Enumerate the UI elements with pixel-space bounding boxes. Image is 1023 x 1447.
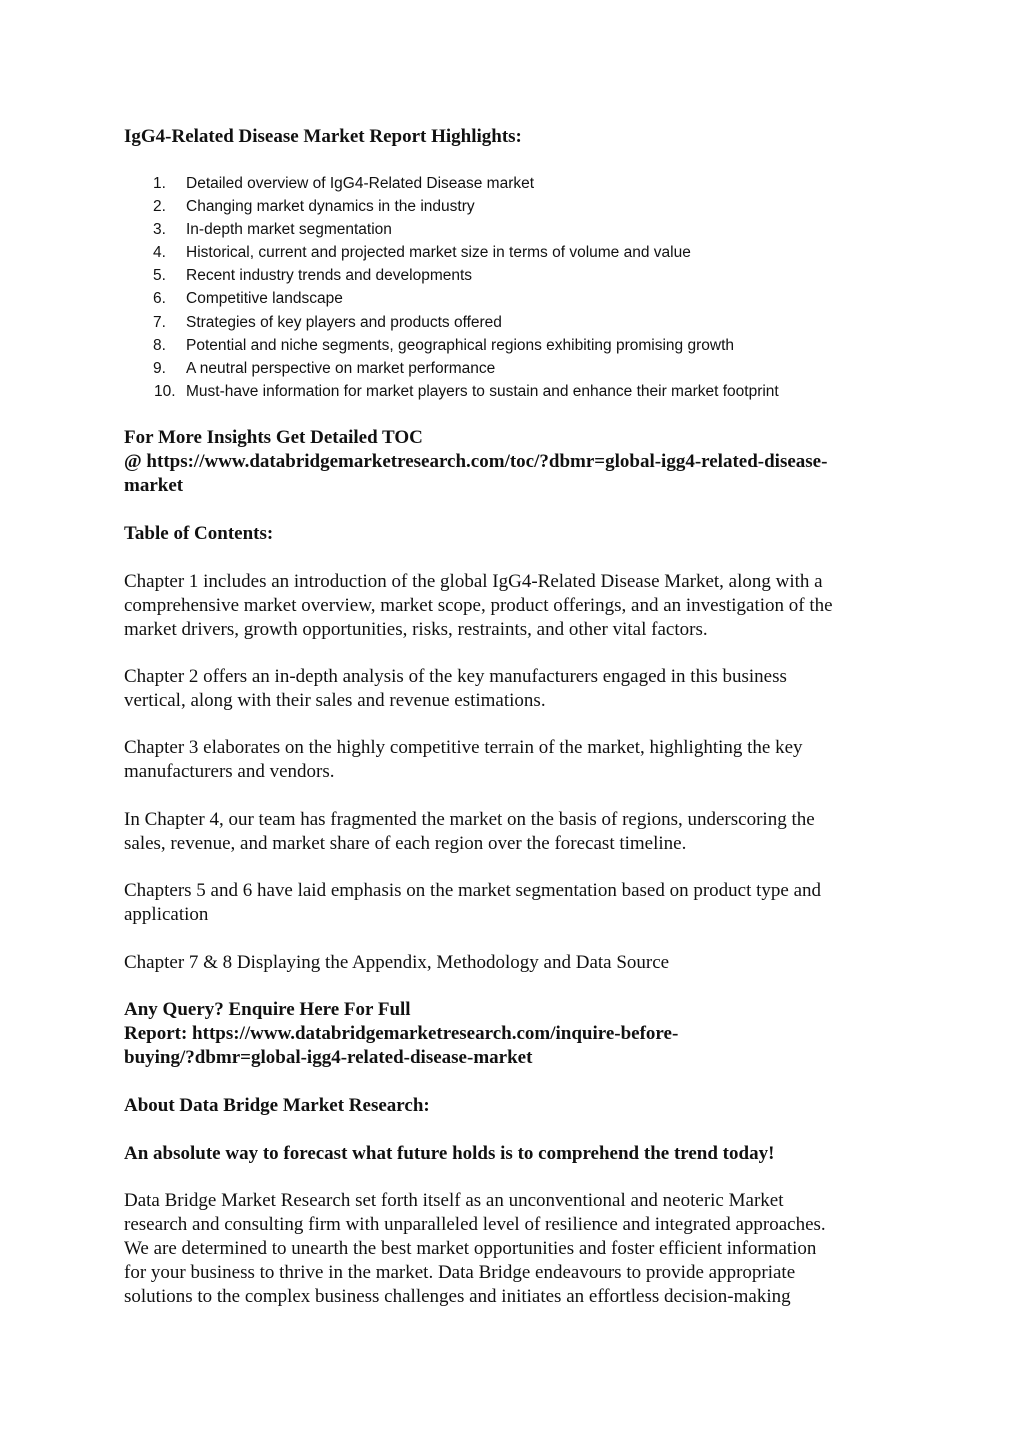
list-item xyxy=(124,287,779,310)
list-item-text: Must-have information for market players to sustain and enhance their market footprint xyxy=(186,382,779,400)
list-number: 3. xyxy=(153,221,166,239)
list-number: 2. xyxy=(153,198,166,216)
list-number: 10. xyxy=(154,382,176,400)
enquiry-section xyxy=(124,998,904,1070)
list-number: 9. xyxy=(153,359,166,377)
enquiry-url[interactable]: Report: https://www.databridgemarketresearch.com/inquire-before- xyxy=(124,1023,679,1044)
paragraph-line: In Chapter 4, our team has fragmented the market on the basis of regions, underscoring the xyxy=(124,809,815,830)
list-item xyxy=(124,380,779,403)
paragraph-line: We are determined to unearth the best market opportunities and foster efficient information xyxy=(124,1238,817,1259)
paragraph-line: Chapters 5 and 6 have laid emphasis on the market segmentation based on product type and xyxy=(124,880,822,901)
enquiry-url-continued[interactable]: buying/?dbmr=global-igg4-related-disease-market xyxy=(124,1047,533,1068)
list-item-text: Competitive landscape xyxy=(186,290,343,308)
paragraph-line: vertical, along with their sales and revenue estimations. xyxy=(124,690,546,711)
list-item-text: Potential and niche segments, geographical regions exhibiting promising growth xyxy=(186,336,734,354)
paragraph-line: Chapter 1 includes an introduction of the global IgG4-Related Disease Market, along with a xyxy=(124,571,823,592)
list-item xyxy=(124,195,779,218)
enquiry-title: Any Query? Enquire Here For Full xyxy=(124,999,411,1020)
list-item-text: In-depth market segmentation xyxy=(186,221,392,239)
list-number: 7. xyxy=(153,313,166,331)
chapter-3-paragraph xyxy=(124,736,904,784)
list-number: 5. xyxy=(153,267,166,285)
paragraph-line: Data Bridge Market Research set forth itself as an unconventional and neoteric Market xyxy=(124,1190,784,1211)
list-item-text: A neutral perspective on market performance xyxy=(186,359,496,377)
paragraph-line: comprehensive market overview, market scope, product offerings, and an investigation of the xyxy=(124,595,833,616)
chapter-7-8-paragraph: Chapter 7 & 8 Displaying the Appendix, Methodology and Data Source xyxy=(124,952,670,973)
highlights-heading: IgG4-Related Disease Market Report Highlights: xyxy=(124,126,522,147)
list-item xyxy=(124,357,779,380)
chapter-1-paragraph xyxy=(124,570,904,642)
paragraph-line: for your business to thrive in the market. Data Bridge endeavours to provide appropriate xyxy=(124,1262,796,1283)
paragraph-line: Chapter 2 offers an in-depth analysis of the key manufacturers engaged in this business xyxy=(124,666,787,687)
list-item-text: Historical, current and projected market size in terms of volume and value xyxy=(186,244,691,262)
paragraph-line: manufacturers and vendors. xyxy=(124,761,335,782)
list-item-text: Changing market dynamics in the industry xyxy=(186,198,475,216)
paragraph-line: solutions to the complex business challenges and initiates an effortless decision-making xyxy=(124,1286,791,1307)
chapter-4-paragraph xyxy=(124,808,904,856)
toc-link-section xyxy=(124,426,904,498)
list-item xyxy=(124,241,779,264)
list-number: 1. xyxy=(153,175,166,192)
toc-heading: Table of Contents: xyxy=(124,523,274,544)
list-item xyxy=(124,311,779,334)
paragraph-line: market drivers, growth opportunities, risks, restraints, and other vital factors. xyxy=(124,619,708,640)
list-item xyxy=(124,264,779,287)
chapter-5-6-paragraph xyxy=(124,879,904,927)
about-tagline: An absolute way to forecast what future holds is to comprehend the trend today! xyxy=(124,1143,775,1164)
paragraph-line: sales, revenue, and market share of each region over the forecast timeline. xyxy=(124,833,687,854)
about-body-paragraph xyxy=(124,1189,904,1309)
toc-link-title: For More Insights Get Detailed TOC xyxy=(124,427,423,448)
paragraph-line: research and consulting firm with unparalleled level of resilience and integrated approaches. xyxy=(124,1214,826,1235)
list-item-text: Detailed overview of IgG4-Related Disease market xyxy=(186,175,535,192)
highlights-list xyxy=(124,172,779,403)
toc-link-url[interactable]: @ https://www.databridgemarketresearch.com/toc/?dbmr=global-igg4-related-disease- xyxy=(124,451,828,472)
chapter-2-paragraph xyxy=(124,665,904,713)
list-item xyxy=(124,218,779,241)
list-item-text: Recent industry trends and developments xyxy=(186,267,473,285)
about-heading: About Data Bridge Market Research: xyxy=(124,1095,430,1116)
list-number: 6. xyxy=(153,290,166,308)
paragraph-line: application xyxy=(124,904,209,925)
paragraph-line: Chapter 3 elaborates on the highly competitive terrain of the market, highlighting the key xyxy=(124,737,803,758)
list-number: 4. xyxy=(153,244,166,262)
list-item xyxy=(124,334,779,357)
list-number: 8. xyxy=(153,336,166,354)
list-item-text: Strategies of key players and products offered xyxy=(186,313,502,331)
list-item xyxy=(124,172,779,195)
toc-link-url-continued[interactable]: market xyxy=(124,475,184,496)
